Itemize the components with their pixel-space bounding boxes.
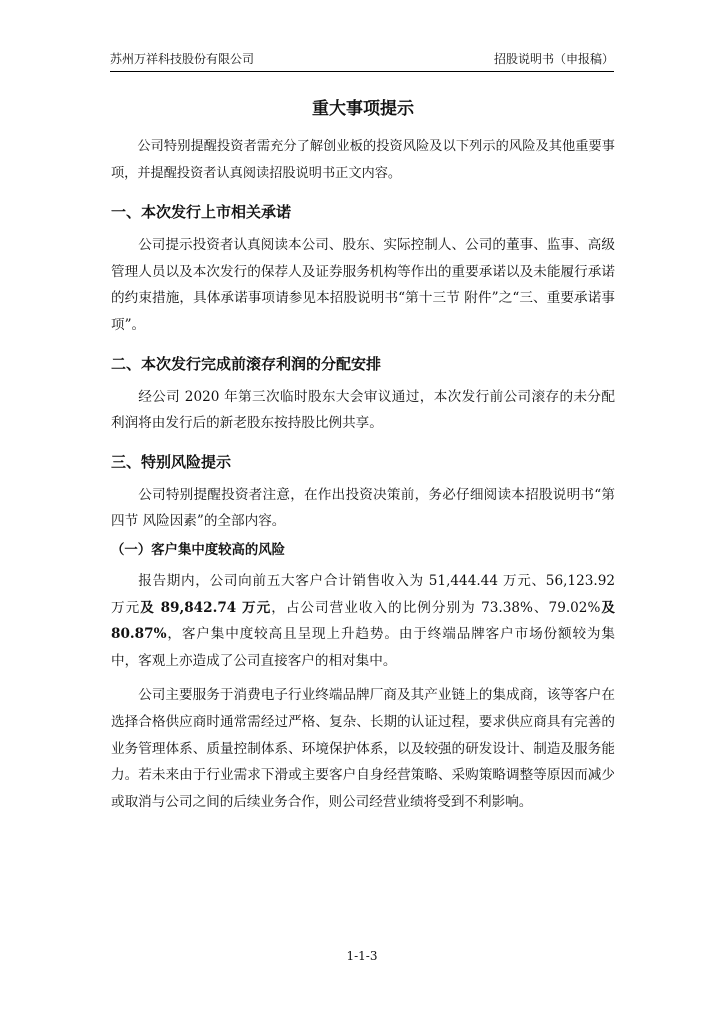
intro-paragraph: 公司特别提醒投资者需充分了解创业板的投资风险及以下列示的风险及其他重要事项，并提醒投资者认真阅读招股说明书正文内容。 [111,139,615,181]
section-3-heading: 三、特别风险提示 [111,452,232,471]
section-2-heading: 二、本次发行完成前滚存利润的分配安排 [111,354,382,373]
page-header [110,49,614,69]
concentration-text: ，客户集中度较高且呈现上升趋势。由于终端品牌客户市场份额较为集中，客观上亦造成了公司直接客户的相对集中。 [111,626,615,669]
revenue-text: 报告期内，公司向前五大客户合计销售收入为 51,444.44 万元、56,123.92 万元 [111,572,615,616]
ratio-bold-value: 及 80.87% [111,599,615,643]
section-2-paragraph: 经公司 2020 年第三次临时股东大会审议通过，本次发行前公司滚存的未分配利润将由发行后的新老股东按持股比例共享。 [111,388,615,432]
ratio-text: ，占公司营业收入的比例分别为 73.38%、79.02% [271,599,601,616]
header-company-name: 苏州万祥科技股份有限公司 [110,52,255,66]
customer-concentration-paragraph-2: 公司主要服务于消费电子行业终端品牌厂商及其产业链上的集成商，该等客户在选择合格供应商时通常需经过严格、复杂、长期的认证过程，要求供应商具有完善的业务管理体系、质量控制体系、环境保护体系，以及较强的研发设计、制造及服务能力。若未来由于行业需求下滑或主要客户自身经营策略、采购策略调整等原因而减少或取消与公司之间的后续业务合作，则公司经营业绩将受到不利影响。 [111,687,615,810]
revenue-bold-value: 及 89,842.74 万元 [140,599,272,616]
section-1-paragraph: 公司提示投资者认真阅读本公司、股东、实际控制人、公司的董事、监事、高级管理人员以及本次发行的保荐人及证券服务机构等作出的重要承诺以及未能履行承诺的约束措施，具体承诺事项请参见本招股说明书“第十三节 附件”之“三、重要承诺事项”。 [111,237,615,333]
subsection-customer-concentration-heading: （一）客户集中度较高的风险 [111,542,286,558]
document-body [111,96,615,815]
customer-concentration-paragraph-1 [111,568,615,674]
header-document-type: 招股说明书（申报稿） [493,52,614,66]
page-title: 重大事项提示 [312,99,414,119]
section-1-heading: 一、本次发行上市相关承诺 [111,203,292,222]
header-divider [110,71,614,72]
page-number: 1-1-3 [346,949,378,963]
section-3-paragraph: 公司特别提醒投资者注意，在作出投资决策前，务必仔细阅读本招股说明书“第四节 风险因素”的全部内容。 [111,486,615,530]
